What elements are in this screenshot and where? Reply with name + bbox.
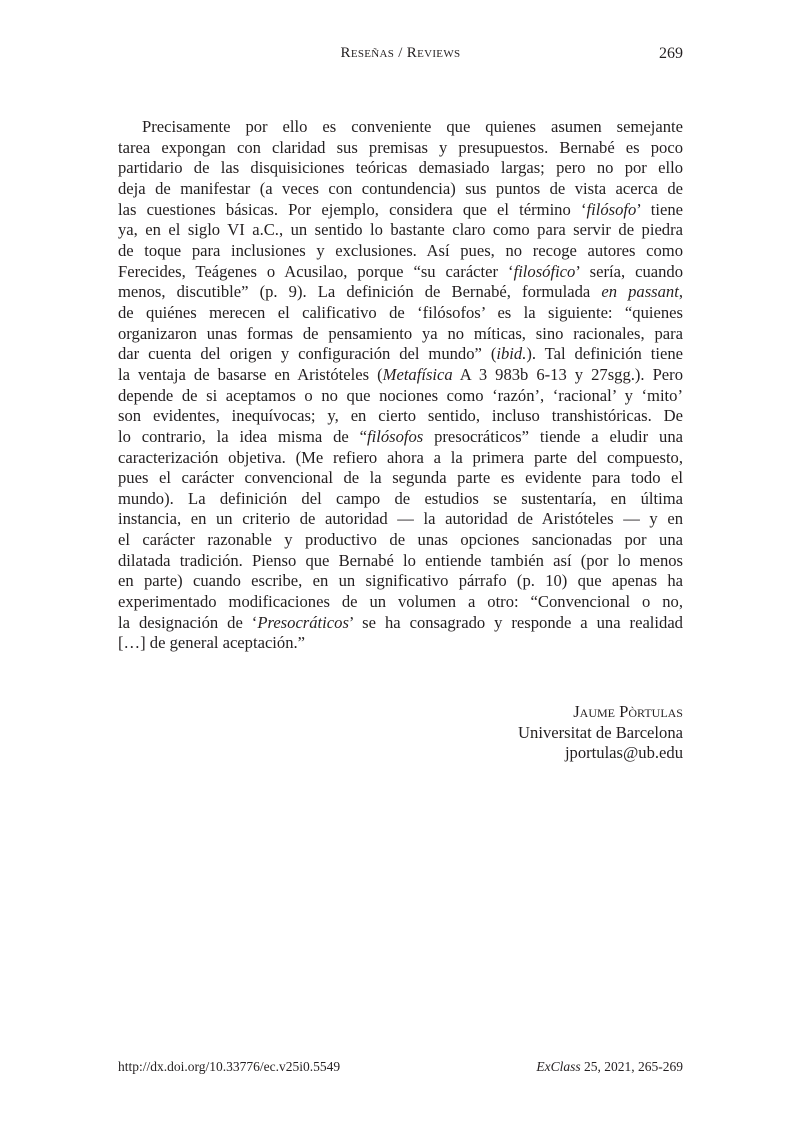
text-segment: deja de manifestar (a veces con contundencia) sus puntos de vista acerca de bbox=[118, 178, 683, 198]
text-segment: en parte) cuando escribe, en un significativo párrafo (p. 10) que apenas ha bbox=[118, 571, 683, 591]
text-line bbox=[118, 633, 683, 654]
doi-link[interactable]: http://dx.doi.org/10.33776/ec.v25i0.5549 bbox=[118, 1059, 341, 1074]
text-line bbox=[118, 117, 683, 138]
text-line bbox=[118, 448, 683, 469]
text-line bbox=[118, 592, 683, 613]
text-segment: Ferecides, Teágenes o Acusilao, porque “su carácter ‘ bbox=[118, 261, 514, 281]
text-line bbox=[118, 303, 683, 324]
text-segment: A 3 983b 6-13 y 27sgg.). Pero bbox=[452, 364, 683, 384]
text-segment: las cuestiones básicas. Por ejemplo, considera que el término ‘ bbox=[118, 199, 587, 219]
text-segment: menos, discutible” (p. 9). La definición de Bernabé, formulada bbox=[118, 282, 602, 302]
italic-text: en passant bbox=[601, 282, 679, 302]
text-line bbox=[118, 324, 683, 345]
journal-citation bbox=[536, 1059, 683, 1075]
text-line bbox=[118, 468, 683, 489]
text-line bbox=[118, 386, 683, 407]
italic-text: ibid. bbox=[496, 344, 527, 364]
text-segment: de toque para inclusiones y exclusiones. Así pues, no recoge autores como bbox=[118, 240, 683, 260]
text-segment: lo contrario, la idea misma de “ bbox=[118, 426, 367, 446]
text-line bbox=[118, 571, 683, 592]
text-line bbox=[118, 158, 683, 179]
italic-text: filósofo bbox=[586, 199, 637, 219]
text-line bbox=[118, 344, 683, 365]
text-line bbox=[118, 179, 683, 200]
text-line bbox=[118, 200, 683, 221]
text-segment: instancia, en un criterio de autoridad — la autoridad de Aristóteles — y en bbox=[118, 509, 683, 529]
text-segment: ’ sería, cuando bbox=[575, 261, 684, 281]
text-line bbox=[118, 509, 683, 530]
text-line bbox=[118, 365, 683, 386]
text-segment: ’ tiene bbox=[636, 199, 683, 219]
text-line bbox=[118, 138, 683, 159]
text-line bbox=[118, 262, 683, 283]
text-segment: , bbox=[678, 282, 683, 302]
text-segment: son evidentes, inequívocas; y, en cierto sentido, incluso transhistóricas. De bbox=[118, 406, 683, 426]
signature-block bbox=[518, 702, 683, 764]
running-header bbox=[118, 45, 683, 67]
author-email[interactable]: jportulas@ub.edu bbox=[564, 743, 683, 762]
text-line bbox=[118, 613, 683, 634]
text-segment: […] de general aceptación.” bbox=[118, 633, 306, 653]
text-line bbox=[118, 530, 683, 551]
text-segment: partidario de las disquisiciones teóricas demasiado largas; pero no por ello bbox=[118, 158, 683, 178]
italic-text: filósofos bbox=[366, 426, 424, 446]
text-line bbox=[118, 241, 683, 262]
text-segment: dilatada tradición. Pienso que Bernabé lo entiende también así (por lo menos bbox=[118, 550, 683, 570]
text-line bbox=[118, 220, 683, 241]
text-segment: caracterización objetiva. (Me refiero ahora a la primera parte del compuesto, bbox=[118, 447, 683, 467]
italic-text: Presocráticos bbox=[257, 612, 349, 632]
text-segment: mundo). La definición del campo de estudios se sustentaría, en última bbox=[118, 488, 683, 508]
text-line bbox=[118, 427, 683, 448]
journal-name: ExClass bbox=[536, 1059, 581, 1074]
text-segment: Precisamente por ello es conveniente que quienes asumen semejante bbox=[142, 117, 683, 136]
italic-text: filosófico bbox=[513, 261, 576, 281]
text-line bbox=[118, 406, 683, 427]
text-segment: tarea expongan con claridad sus premisas y presupuestos. Bernabé es poco bbox=[118, 137, 683, 157]
text-line bbox=[118, 551, 683, 572]
author-name: Jaume Pòrtulas bbox=[573, 702, 683, 721]
text-segment: ya, en el siglo VI a.C., un sentido lo bastante claro como para servir de piedra bbox=[118, 220, 683, 240]
text-segment: experimentado modificaciones de un volumen a otro: “Convencional o no, bbox=[118, 592, 683, 612]
text-line bbox=[118, 489, 683, 510]
text-segment: el carácter razonable y productivo de unas opciones sancionadas por una bbox=[118, 530, 683, 550]
italic-text: Metafísica bbox=[382, 364, 453, 384]
text-line bbox=[118, 282, 683, 303]
text-segment: depende de si aceptamos o no que nociones como ‘razón’, ‘racional’ y ‘mito’ bbox=[118, 385, 683, 405]
running-title: Reseñas / Reviews bbox=[340, 45, 461, 61]
text-segment: la ventaja de basarse en Aristóteles ( bbox=[118, 364, 383, 384]
text-segment: ’ se ha consagrado y responde a una realidad bbox=[348, 612, 683, 632]
text-segment: presocráticos” tiende a eludir una bbox=[423, 426, 683, 446]
citation-details: 25, 2021, 265-269 bbox=[580, 1059, 683, 1074]
text-segment: de quiénes merecen el calificativo de ‘filósofos’ es la siguiente: “quienes bbox=[118, 302, 683, 322]
text-segment: la designación de ‘ bbox=[118, 612, 258, 632]
text-segment: ). Tal definición tiene bbox=[526, 344, 684, 364]
text-segment: organizaron unas formas de pensamiento ya no míticas, sino racionales, para bbox=[118, 323, 683, 343]
text-segment: pues el carácter convencional de la segunda parte es evidente para todo el bbox=[118, 468, 683, 488]
body-paragraph bbox=[118, 117, 683, 654]
text-segment: dar cuenta del origen y configuración del mundo” ( bbox=[118, 344, 497, 364]
author-affiliation: Universitat de Barcelona bbox=[518, 722, 683, 742]
page-number: 269 bbox=[659, 45, 683, 62]
